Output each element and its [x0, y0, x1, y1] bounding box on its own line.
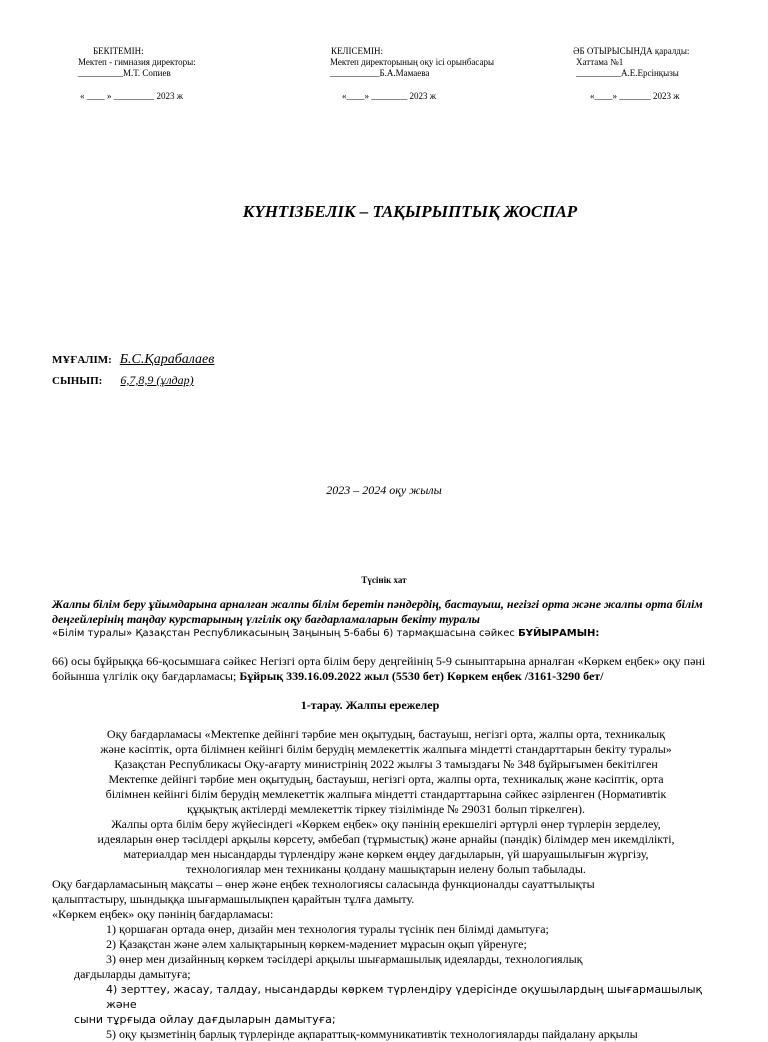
approval-role: Мектеп - гимназия директоры:: [78, 57, 196, 67]
program-intro: «Көркем еңбек» оқу пәнінің бағдарламасы:: [52, 907, 274, 921]
paragraph-line: Мектепке дейінгі тәрбие мен оқытудың, бастауыш, негізгі орта, жалпы орта, техникалық және кәсіптік, орта: [108, 772, 664, 786]
order-item-66: [52, 654, 712, 684]
approval-signature: __________А.Е.Ерсінқызы: [576, 68, 679, 78]
paragraph-line: Жалпы орта білім беру жүйесіндегі «Көркем еңбек» оқу пәнінің ерекшелігі әртүрлі өнер түрлерін зерделеу,: [111, 817, 661, 831]
paragraph-line: материалдар мен нысандарды түрлендіру және көркем өңдеу дағдыларын, үй шаруашылығын жүргізу,: [123, 847, 649, 861]
goal-line: қалыптастыру, шындыққа шығармашылықпен қарайтын тұлға дамыту.: [52, 892, 415, 906]
paragraph-line: Қазақстан Республикасы Оқу-ағарту министрінің 2022 жылғы 3 тамыздағы № 348 бұйрығымен бекітілген: [114, 757, 658, 771]
list-item: 2) Қазақстан және әлем халықтарының көркем-мәдениет мұрасын оқып үйренуге;: [106, 937, 527, 951]
approval-heading: КЕЛІСЕМІН:: [331, 46, 383, 56]
approval-date: «____» _______ 2023 ж: [590, 91, 680, 101]
order-law-text: «Білім туралы» Қазақстан Республикасының Заңының 5-бабы 6) тармақшасына сәйкес: [52, 628, 515, 639]
list-item: 1) қоршаған ортада өнер, дизайн мен технология туралы түсінік пен білімді дамытуға;: [106, 922, 549, 936]
list-item-continuation: сыни тұрғыда ойлау дағдыларын дамытуға;: [74, 1013, 336, 1026]
approval-role: Хаттама №1: [576, 57, 624, 67]
grade-label: СЫНЫП:: [52, 375, 103, 387]
order-item-text: 66) осы бұйрыққа 66-қосымшаға сәйкес Негізгі орта білім беру деңгейінің 5-9 сыныптарына арналған «Көркем еңбек» оқу пәні бойынша үлгілік оқу бағдарламасы;: [52, 654, 706, 683]
section-title: 1-тарау. Жалпы ережелер: [300, 698, 440, 712]
paragraph-line: құқықтық актілерді мемлекеттік тіркеу тізілімінде № 29031 болып тіркелген).: [187, 802, 585, 816]
order-item-bold: Бұйрық 339.16.09.2022 жыл (5530 бет) Көркем еңбек /3161-3290 бет/: [239, 669, 604, 683]
paragraph-line: және кәсіптік, орта білімнен кейінгі білім берудің мемлекеттік жалпыға міндетті стандарттарын бекіту туралы»: [100, 742, 672, 756]
list-item: 5) оқу қызметінің барлық түрлерінде ақпараттық-коммуникативтік технологияларды пайдалану арқылы: [106, 1027, 638, 1041]
paragraph-line: технологиялар мен техниканы қолдану машықтарын иелену болып табылады.: [186, 862, 586, 876]
grade-row: [52, 371, 194, 389]
approval-date: «____» ________ 2023 ж: [342, 91, 436, 101]
paragraph-line: идеяларын өнер тәсілдері арқылы көрсету, әмбебап (тұрмыстық) және арнайы (пәндік) білімдер мен икемділікті,: [97, 832, 675, 846]
approval-heading: ӘБ ОТЫРЫСЫНДА қаралды:: [573, 46, 690, 56]
paragraph-line: Оқу бағдарламасы «Мектепке дейінгі тәрбие мен оқытудың, бастауыш, негізгі орта, жалпы орта, техникалық: [106, 727, 666, 741]
approval-signature: ___________Б.А.Мамаева: [330, 68, 430, 78]
order-law-line: [52, 627, 752, 641]
teacher-row: [52, 350, 214, 368]
list-item-continuation: дағдыларды дамытуға;: [74, 967, 191, 981]
list-item: 3) өнер мен дизайнның көркем тәсілдері арқылы шығармашылық идеяларды, технологиялық: [106, 952, 583, 966]
teacher-name: Б.С.Қарабалаев: [119, 352, 215, 367]
order-law-emphasis: БҰЙЫРАМЫН:: [518, 628, 600, 639]
approval-heading: БЕКІТЕМІН:: [93, 46, 144, 56]
approval-date: « ____ » _________ 2023 ж: [80, 91, 183, 101]
approval-role: Мектеп директорының оқу ісі орынбасары: [330, 57, 495, 67]
academic-year: 2023 – 2024 оқу жылы: [326, 483, 442, 497]
order-title: Жалпы білім беру ұйымдарына арналған жалпы білім беретін пәндердің, бастауыш, негізгі орта және жалпы орта білім деңгейлерінің таңдау курстарының үлгілік оқу бағдарламаларын бекіту туралы: [52, 597, 703, 626]
paragraph-line: білімнен кейінгі білім берудің мемлекеттік жалпыға міндетті стандарттарына сәйкес әзірленген (Нормативтік: [105, 787, 667, 801]
teacher-label: МҰҒАЛІМ:: [52, 354, 112, 366]
document-body: [52, 727, 720, 1042]
document-title: КҮНТІЗБЕЛІК – ТАҚЫРЫПТЫҚ ЖОСПАР: [242, 202, 578, 221]
grade-value: 6,7,8,9 (ұлдар): [120, 373, 194, 387]
goal-line: Оқу бағдарламасының мақсаты – өнер және еңбек технологиясы саласында функционалды сауаттылықты: [52, 877, 595, 891]
explanatory-note-heading: Түсінік хат: [361, 575, 407, 585]
approval-signature: __________М.Т. Сопиев: [78, 68, 171, 78]
list-item: 4) зерттеу, жасау, талдау, нысандарды көркем түрлендіру үдерісінде оқушылардың шығармашылық және: [106, 983, 703, 1011]
